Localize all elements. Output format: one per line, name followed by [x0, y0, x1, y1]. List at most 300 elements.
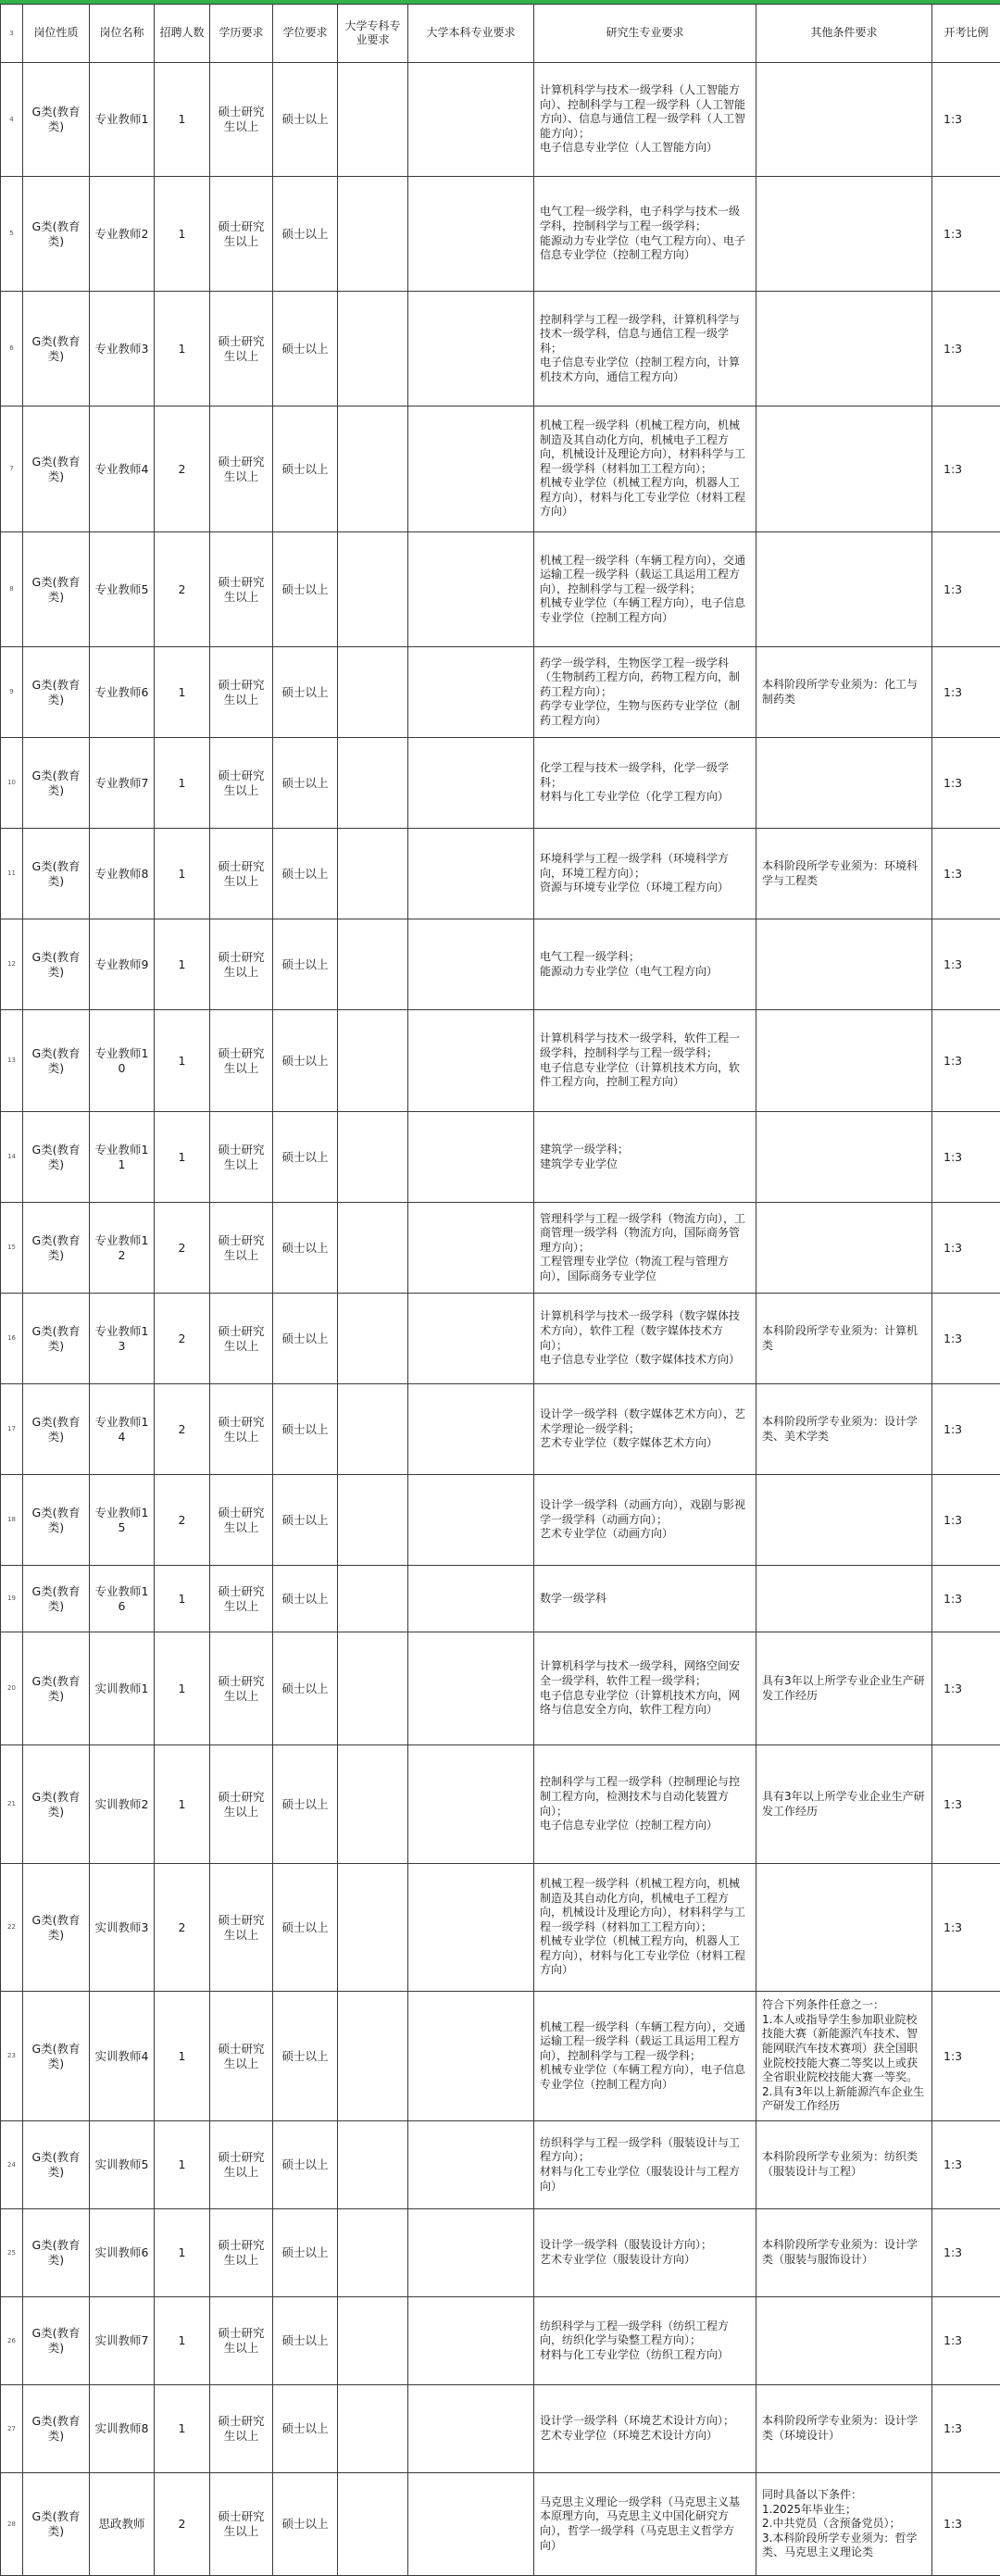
post-name: 专业教师8	[90, 829, 155, 919]
table-row	[1, 2209, 1000, 2297]
post-name: 实训教师2	[90, 1745, 155, 1864]
post-type: G类(教育类)	[23, 177, 90, 292]
row-number: 12	[1, 919, 23, 1010]
bachelor-major	[408, 1203, 534, 1294]
other-requirements	[756, 1203, 932, 1294]
row-number: 3	[1, 5, 23, 63]
exam-ratio: 1:3	[932, 1632, 1000, 1745]
table-row	[1, 1566, 1000, 1632]
post-name: 专业教师2	[90, 177, 155, 292]
recruitment-table	[0, 4, 1000, 2576]
graduate-major: 药学一级学科，生物医学工程一级学科（生物制药工程方向，药物工程方向，制药工程方向）； 药学专业学位，生物与医药专业学位（制药工程方向）	[534, 647, 756, 738]
header-row	[1, 5, 1000, 63]
row-number: 16	[1, 1294, 23, 1384]
exam-ratio: 1:3	[932, 532, 1000, 647]
bachelor-major	[408, 1010, 534, 1112]
bachelor-major	[408, 919, 534, 1010]
exam-ratio: 1:3	[932, 292, 1000, 406]
col-header-other: 其他条件要求	[756, 5, 932, 63]
post-name: 实训教师5	[90, 2121, 155, 2209]
row-number: 21	[1, 1745, 23, 1864]
junior-major	[338, 1384, 408, 1475]
other-requirements: 具有3年以上所学专业企业生产研发工作经历	[756, 1632, 932, 1745]
other-requirements: 本科阶段所学专业须为：设计学类、美术学类	[756, 1384, 932, 1475]
degree-requirement: 硕士以上	[273, 919, 338, 1010]
bachelor-major	[408, 829, 534, 919]
post-type: G类(教育类)	[23, 738, 90, 829]
junior-major	[338, 2121, 408, 2209]
bachelor-major	[408, 2385, 534, 2473]
degree-requirement: 硕士以上	[273, 1632, 338, 1745]
col-header-bachelor-major: 大学本科专业要求	[408, 5, 534, 63]
post-name: 专业教师7	[90, 738, 155, 829]
row-number: 22	[1, 1864, 23, 1992]
exam-ratio: 1:3	[932, 2121, 1000, 2209]
graduate-major: 纺织科学与工程一级学科（纺织工程方向，纺织化学与染整工程方向）； 材料与化工专业学位（纺织工程方向）	[534, 2297, 756, 2385]
education-requirement: 硕士研究生以上	[210, 63, 273, 177]
table-row	[1, 1864, 1000, 1992]
other-requirements	[756, 292, 932, 406]
post-name: 专业教师3	[90, 292, 155, 406]
exam-ratio: 1:3	[932, 1745, 1000, 1864]
row-number: 6	[1, 292, 23, 406]
col-header-type: 岗位性质	[23, 5, 90, 63]
bachelor-major	[408, 1745, 534, 1864]
exam-ratio: 1:3	[932, 647, 1000, 738]
graduate-major: 机械工程一级学科（车辆工程方向），交通运输工程一级学科（载运工具运用工程方向），控制科学与工程一级学科； 机械专业学位（车辆工程方向），电子信息专业学位（控制工程方向）	[534, 532, 756, 647]
row-number: 14	[1, 1112, 23, 1203]
post-name: 实训教师8	[90, 2385, 155, 2473]
headcount: 1	[155, 1010, 210, 1112]
degree-requirement: 硕士以上	[273, 2385, 338, 2473]
table-row	[1, 829, 1000, 919]
degree-requirement: 硕士以上	[273, 1745, 338, 1864]
education-requirement: 硕士研究生以上	[210, 2297, 273, 2385]
exam-ratio: 1:3	[932, 1203, 1000, 1294]
junior-major	[338, 1203, 408, 1294]
junior-major	[338, 1294, 408, 1384]
exam-ratio: 1:3	[932, 829, 1000, 919]
exam-ratio: 1:3	[932, 63, 1000, 177]
row-number: 10	[1, 738, 23, 829]
bachelor-major	[408, 292, 534, 406]
table-row	[1, 1010, 1000, 1112]
table-row	[1, 1992, 1000, 2121]
graduate-major: 机械工程一级学科（机械工程方向，机械制造及其自动化方向，机械电子工程方向，机械设计及理论方向），材料科学与工程一级学科（材料加工工程方向）； 机械专业学位（机械工程方向，机器人工程方向），材料与化工专业学位（材料工程方向）	[534, 406, 756, 532]
bachelor-major	[408, 738, 534, 829]
graduate-major: 设计学一级学科（环境艺术设计方向）； 艺术专业学位（环境艺术设计方向）	[534, 2385, 756, 2473]
post-type: G类(教育类)	[23, 2209, 90, 2297]
bachelor-major	[408, 2297, 534, 2385]
headcount: 1	[155, 647, 210, 738]
row-number: 24	[1, 2121, 23, 2209]
degree-requirement: 硕士以上	[273, 2473, 338, 2576]
education-requirement: 硕士研究生以上	[210, 829, 273, 919]
graduate-major: 控制科学与工程一级学科（控制理论与控制工程方向，检测技术与自动化装置方向）； 电子信息专业学位（控制工程方向）	[534, 1745, 756, 1864]
education-requirement: 硕士研究生以上	[210, 1632, 273, 1745]
degree-requirement: 硕士以上	[273, 63, 338, 177]
table-row	[1, 2121, 1000, 2209]
junior-major	[338, 1745, 408, 1864]
junior-major	[338, 919, 408, 1010]
graduate-major: 马克思主义理论一级学科（马克思主义基本原理方向，马克思主义中国化研究方向），哲学一级学科（马克思主义哲学方向）	[534, 2473, 756, 2576]
post-type: G类(教育类)	[23, 63, 90, 177]
junior-major	[338, 1010, 408, 1112]
headcount: 2	[155, 1864, 210, 1992]
degree-requirement: 硕士以上	[273, 738, 338, 829]
junior-major	[338, 1475, 408, 1566]
junior-major	[338, 829, 408, 919]
row-number: 19	[1, 1566, 23, 1632]
table-row	[1, 177, 1000, 292]
table-row	[1, 1632, 1000, 1745]
headcount: 1	[155, 1992, 210, 2121]
education-requirement: 硕士研究生以上	[210, 647, 273, 738]
bachelor-major	[408, 406, 534, 532]
headcount: 2	[155, 2473, 210, 2576]
exam-ratio: 1:3	[932, 1864, 1000, 1992]
headcount: 1	[155, 1566, 210, 1632]
post-type: G类(教育类)	[23, 1010, 90, 1112]
table-row	[1, 2473, 1000, 2576]
junior-major	[338, 2297, 408, 2385]
table-row	[1, 647, 1000, 738]
bachelor-major	[408, 2209, 534, 2297]
post-name: 实训教师4	[90, 1992, 155, 2121]
junior-major	[338, 738, 408, 829]
post-type: G类(教育类)	[23, 2385, 90, 2473]
post-name: 专业教师5	[90, 532, 155, 647]
other-requirements	[756, 1566, 932, 1632]
education-requirement: 硕士研究生以上	[210, 1294, 273, 1384]
row-number: 18	[1, 1475, 23, 1566]
junior-major	[338, 1566, 408, 1632]
junior-major	[338, 1864, 408, 1992]
post-type: G类(教育类)	[23, 2473, 90, 2576]
graduate-major: 环境科学与工程一级学科（环境科学方向，环境工程方向）； 资源与环境专业学位（环境工程方向）	[534, 829, 756, 919]
graduate-major: 电气工程一级学科； 能源动力专业学位（电气工程方向）	[534, 919, 756, 1010]
bachelor-major	[408, 647, 534, 738]
headcount: 1	[155, 2209, 210, 2297]
row-number: 15	[1, 1203, 23, 1294]
post-type: G类(教育类)	[23, 647, 90, 738]
junior-major	[338, 1112, 408, 1203]
education-requirement: 硕士研究生以上	[210, 1864, 273, 1992]
headcount: 2	[155, 406, 210, 532]
bachelor-major	[408, 1864, 534, 1992]
other-requirements	[756, 2297, 932, 2385]
other-requirements: 符合下列条件任意之一： 1.本人或指导学生参加职业院校技能大赛（新能源汽车技术、智能网联汽车技术赛项）获全国职业院校技能大赛二等奖以上或获全省职业院校技能大赛一等奖。 2.具有3年以上新能源汽车企业生产研发工作经历	[756, 1992, 932, 2121]
table-row	[1, 63, 1000, 177]
table-row	[1, 919, 1000, 1010]
junior-major	[338, 177, 408, 292]
post-name: 专业教师9	[90, 919, 155, 1010]
junior-major	[338, 647, 408, 738]
headcount: 1	[155, 2297, 210, 2385]
post-type: G类(教育类)	[23, 1384, 90, 1475]
headcount: 1	[155, 63, 210, 177]
graduate-major: 计算机科学与技术一级学科（数字媒体技术方向），软件工程（数字媒体技术方向）； 电子信息专业学位（数字媒体技术方向）	[534, 1294, 756, 1384]
other-requirements	[756, 1112, 932, 1203]
post-name: 实训教师7	[90, 2297, 155, 2385]
other-requirements	[756, 63, 932, 177]
education-requirement: 硕士研究生以上	[210, 1992, 273, 2121]
row-number: 17	[1, 1384, 23, 1475]
junior-major	[338, 1992, 408, 2121]
post-type: G类(教育类)	[23, 292, 90, 406]
degree-requirement: 硕士以上	[273, 177, 338, 292]
headcount: 2	[155, 532, 210, 647]
other-requirements: 本科阶段所学专业须为：计算机类	[756, 1294, 932, 1384]
junior-major	[338, 2209, 408, 2297]
row-number: 26	[1, 2297, 23, 2385]
bachelor-major	[408, 177, 534, 292]
post-type: G类(教育类)	[23, 1632, 90, 1745]
post-name: 实训教师1	[90, 1632, 155, 1745]
table-row	[1, 292, 1000, 406]
row-number: 13	[1, 1010, 23, 1112]
table-row	[1, 1384, 1000, 1475]
post-type: G类(教育类)	[23, 532, 90, 647]
exam-ratio: 1:3	[932, 1294, 1000, 1384]
other-requirements	[756, 738, 932, 829]
degree-requirement: 硕士以上	[273, 1992, 338, 2121]
other-requirements: 本科阶段所学专业须为：设计学类（环境设计）	[756, 2385, 932, 2473]
education-requirement: 硕士研究生以上	[210, 406, 273, 532]
bachelor-major	[408, 532, 534, 647]
junior-major	[338, 1632, 408, 1745]
headcount: 1	[155, 829, 210, 919]
headcount: 1	[155, 2385, 210, 2473]
post-type: G类(教育类)	[23, 1203, 90, 1294]
table-row	[1, 1745, 1000, 1864]
table-row	[1, 2385, 1000, 2473]
bachelor-major	[408, 1294, 534, 1384]
row-number: 8	[1, 532, 23, 647]
degree-requirement: 硕士以上	[273, 292, 338, 406]
exam-ratio: 1:3	[932, 738, 1000, 829]
col-header-count: 招聘人数	[155, 5, 210, 63]
table-row	[1, 532, 1000, 647]
degree-requirement: 硕士以上	[273, 1475, 338, 1566]
post-type: G类(教育类)	[23, 829, 90, 919]
graduate-major: 纺织科学与工程一级学科（服装设计与工程方向）； 材料与化工专业学位（服装设计与工程方向）	[534, 2121, 756, 2209]
row-number: 11	[1, 829, 23, 919]
degree-requirement: 硕士以上	[273, 1203, 338, 1294]
table-row	[1, 738, 1000, 829]
other-requirements	[756, 1864, 932, 1992]
post-name: 专业教师6	[90, 647, 155, 738]
education-requirement: 硕士研究生以上	[210, 2473, 273, 2576]
bachelor-major	[408, 63, 534, 177]
degree-requirement: 硕士以上	[273, 2121, 338, 2209]
other-requirements: 本科阶段所学专业须为：化工与制药类	[756, 647, 932, 738]
exam-ratio: 1:3	[932, 1010, 1000, 1112]
exam-ratio: 1:3	[932, 406, 1000, 532]
post-type: G类(教育类)	[23, 1864, 90, 1992]
post-type: G类(教育类)	[23, 1294, 90, 1384]
headcount: 1	[155, 2121, 210, 2209]
graduate-major: 建筑学一级学科； 建筑学专业学位	[534, 1112, 756, 1203]
graduate-major: 电气工程一级学科，电子科学与技术一级学科，控制科学与工程一级学科； 能源动力专业学位（电气工程方向）、电子信息专业学位（控制工程方向）	[534, 177, 756, 292]
degree-requirement: 硕士以上	[273, 1294, 338, 1384]
education-requirement: 硕士研究生以上	[210, 919, 273, 1010]
row-number: 4	[1, 63, 23, 177]
education-requirement: 硕士研究生以上	[210, 292, 273, 406]
bachelor-major	[408, 2121, 534, 2209]
exam-ratio: 1:3	[932, 2385, 1000, 2473]
headcount: 1	[155, 919, 210, 1010]
exam-ratio: 1:3	[932, 1566, 1000, 1632]
graduate-major: 计算机科学与技术一级学科（人工智能方向）、控制科学与工程一级学科（人工智能方向）、信息与通信工程一级学科（人工智能方向）； 电子信息专业学位（人工智能方向）	[534, 63, 756, 177]
other-requirements: 本科阶段所学专业须为：设计学类（服装与服饰设计）	[756, 2209, 932, 2297]
post-type: G类(教育类)	[23, 1992, 90, 2121]
education-requirement: 硕士研究生以上	[210, 2121, 273, 2209]
post-type: G类(教育类)	[23, 2121, 90, 2209]
post-name: 实训教师6	[90, 2209, 155, 2297]
col-header-ratio: 开考比例	[932, 5, 1000, 63]
education-requirement: 硕士研究生以上	[210, 1112, 273, 1203]
headcount: 1	[155, 738, 210, 829]
degree-requirement: 硕士以上	[273, 532, 338, 647]
exam-ratio: 1:3	[932, 2297, 1000, 2385]
degree-requirement: 硕士以上	[273, 1864, 338, 1992]
other-requirements	[756, 532, 932, 647]
education-requirement: 硕士研究生以上	[210, 1010, 273, 1112]
post-type: G类(教育类)	[23, 1112, 90, 1203]
degree-requirement: 硕士以上	[273, 1112, 338, 1203]
row-number: 20	[1, 1632, 23, 1745]
other-requirements: 本科阶段所学专业须为：环境科学与工程类	[756, 829, 932, 919]
degree-requirement: 硕士以上	[273, 1010, 338, 1112]
post-name: 专业教师1	[90, 63, 155, 177]
headcount: 1	[155, 1632, 210, 1745]
headcount: 2	[155, 1475, 210, 1566]
col-header-junior-major: 大学专科专业要求	[338, 5, 408, 63]
col-header-graduate-major: 研究生专业要求	[534, 5, 756, 63]
row-number: 9	[1, 647, 23, 738]
education-requirement: 硕士研究生以上	[210, 2385, 273, 2473]
graduate-major: 设计学一级学科（数字媒体艺术方向），艺术学理论一级学科； 艺术专业学位（数字媒体艺术方向）	[534, 1384, 756, 1475]
bachelor-major	[408, 1992, 534, 2121]
education-requirement: 硕士研究生以上	[210, 1384, 273, 1475]
degree-requirement: 硕士以上	[273, 829, 338, 919]
other-requirements: 同时具备以下条件： 1.2025年毕业生； 2.中共党员（含预备党员）； 3.本科阶段所学专业须为：哲学类、马克思主义理论类	[756, 2473, 932, 2576]
post-type: G类(教育类)	[23, 406, 90, 532]
graduate-major: 机械工程一级学科（车辆工程方向），交通运输工程一级学科（载运工具运用工程方向），控制科学与工程一级学科； 机械专业学位（车辆工程方向），电子信息专业学位（控制工程方向）	[534, 1992, 756, 2121]
graduate-major: 数学一级学科	[534, 1566, 756, 1632]
post-name: 思政教师	[90, 2473, 155, 2576]
other-requirements	[756, 1475, 932, 1566]
education-requirement: 硕士研究生以上	[210, 1203, 273, 1294]
row-number: 27	[1, 2385, 23, 2473]
post-type: G类(教育类)	[23, 1566, 90, 1632]
post-type: G类(教育类)	[23, 1745, 90, 1864]
headcount: 2	[155, 1294, 210, 1384]
post-name: 实训教师3	[90, 1864, 155, 1992]
bachelor-major	[408, 1566, 534, 1632]
post-name: 专业教师13	[90, 1294, 155, 1384]
degree-requirement: 硕士以上	[273, 2297, 338, 2385]
post-name: 专业教师10	[90, 1010, 155, 1112]
junior-major	[338, 292, 408, 406]
row-number: 25	[1, 2209, 23, 2297]
bachelor-major	[408, 1384, 534, 1475]
graduate-major: 机械工程一级学科（机械工程方向，机械制造及其自动化方向，机械电子工程方向，机械设计及理论方向），材料科学与工程一级学科（材料加工工程方向）； 机械专业学位（机械工程方向，机器人工程方向），材料与化工专业学位（材料工程方向）	[534, 1864, 756, 1992]
graduate-major: 设计学一级学科（服装设计方向）； 艺术专业学位（服装设计方向）	[534, 2209, 756, 2297]
headcount: 1	[155, 177, 210, 292]
post-type: G类(教育类)	[23, 919, 90, 1010]
graduate-major: 控制科学与工程一级学科，计算机科学与技术一级学科，信息与通信工程一级学科； 电子信息专业学位（控制工程方向，计算机技术方向，通信工程方向）	[534, 292, 756, 406]
education-requirement: 硕士研究生以上	[210, 1566, 273, 1632]
other-requirements	[756, 919, 932, 1010]
graduate-major: 化学工程与技术一级学科，化学一级学科； 材料与化工专业学位（化学工程方向）	[534, 738, 756, 829]
education-requirement: 硕士研究生以上	[210, 177, 273, 292]
post-name: 专业教师14	[90, 1384, 155, 1475]
exam-ratio: 1:3	[932, 2209, 1000, 2297]
degree-requirement: 硕士以上	[273, 2209, 338, 2297]
row-number: 28	[1, 2473, 23, 2576]
degree-requirement: 硕士以上	[273, 647, 338, 738]
education-requirement: 硕士研究生以上	[210, 1745, 273, 1864]
graduate-major: 计算机科学与技术一级学科，网络空间安全一级学科，软件工程一级学科； 电子信息专业学位（计算机技术方向，网络与信息安全方向，软件工程方向）	[534, 1632, 756, 1745]
post-name: 专业教师15	[90, 1475, 155, 1566]
table-row	[1, 1203, 1000, 1294]
row-number: 7	[1, 406, 23, 532]
exam-ratio: 1:3	[932, 1384, 1000, 1475]
other-requirements: 具有3年以上所学专业企业生产研发工作经历	[756, 1745, 932, 1864]
exam-ratio: 1:3	[932, 1992, 1000, 2121]
col-header-education: 学历要求	[210, 5, 273, 63]
headcount: 1	[155, 292, 210, 406]
exam-ratio: 1:3	[932, 177, 1000, 292]
other-requirements: 本科阶段所学专业须为：纺织类（服装设计与工程）	[756, 2121, 932, 2209]
row-number: 5	[1, 177, 23, 292]
degree-requirement: 硕士以上	[273, 406, 338, 532]
headcount: 2	[155, 1384, 210, 1475]
table-row	[1, 406, 1000, 532]
post-type: G类(教育类)	[23, 1475, 90, 1566]
bachelor-major	[408, 1632, 534, 1745]
post-name: 专业教师16	[90, 1566, 155, 1632]
exam-ratio: 1:3	[932, 2473, 1000, 2576]
col-header-degree: 学位要求	[273, 5, 338, 63]
other-requirements	[756, 406, 932, 532]
table-row	[1, 1294, 1000, 1384]
other-requirements	[756, 177, 932, 292]
post-name: 专业教师11	[90, 1112, 155, 1203]
degree-requirement: 硕士以上	[273, 1566, 338, 1632]
exam-ratio: 1:3	[932, 919, 1000, 1010]
education-requirement: 硕士研究生以上	[210, 2209, 273, 2297]
table-row	[1, 2297, 1000, 2385]
graduate-major: 设计学一级学科（动画方向），戏剧与影视学一级学科（动画方向）； 艺术专业学位（动画方向）	[534, 1475, 756, 1566]
post-name: 专业教师12	[90, 1203, 155, 1294]
education-requirement: 硕士研究生以上	[210, 738, 273, 829]
headcount: 1	[155, 1745, 210, 1864]
post-name: 专业教师4	[90, 406, 155, 532]
exam-ratio: 1:3	[932, 1112, 1000, 1203]
col-header-name: 岗位名称	[90, 5, 155, 63]
junior-major	[338, 532, 408, 647]
table-row	[1, 1475, 1000, 1566]
exam-ratio: 1:3	[932, 1475, 1000, 1566]
graduate-major: 计算机科学与技术一级学科，软件工程一级学科，控制科学与工程一级学科； 电子信息专业学位（计算机技术方向，软件工程方向，控制工程方向）	[534, 1010, 756, 1112]
bachelor-major	[408, 2473, 534, 2576]
degree-requirement: 硕士以上	[273, 1384, 338, 1475]
junior-major	[338, 2385, 408, 2473]
junior-major	[338, 406, 408, 532]
